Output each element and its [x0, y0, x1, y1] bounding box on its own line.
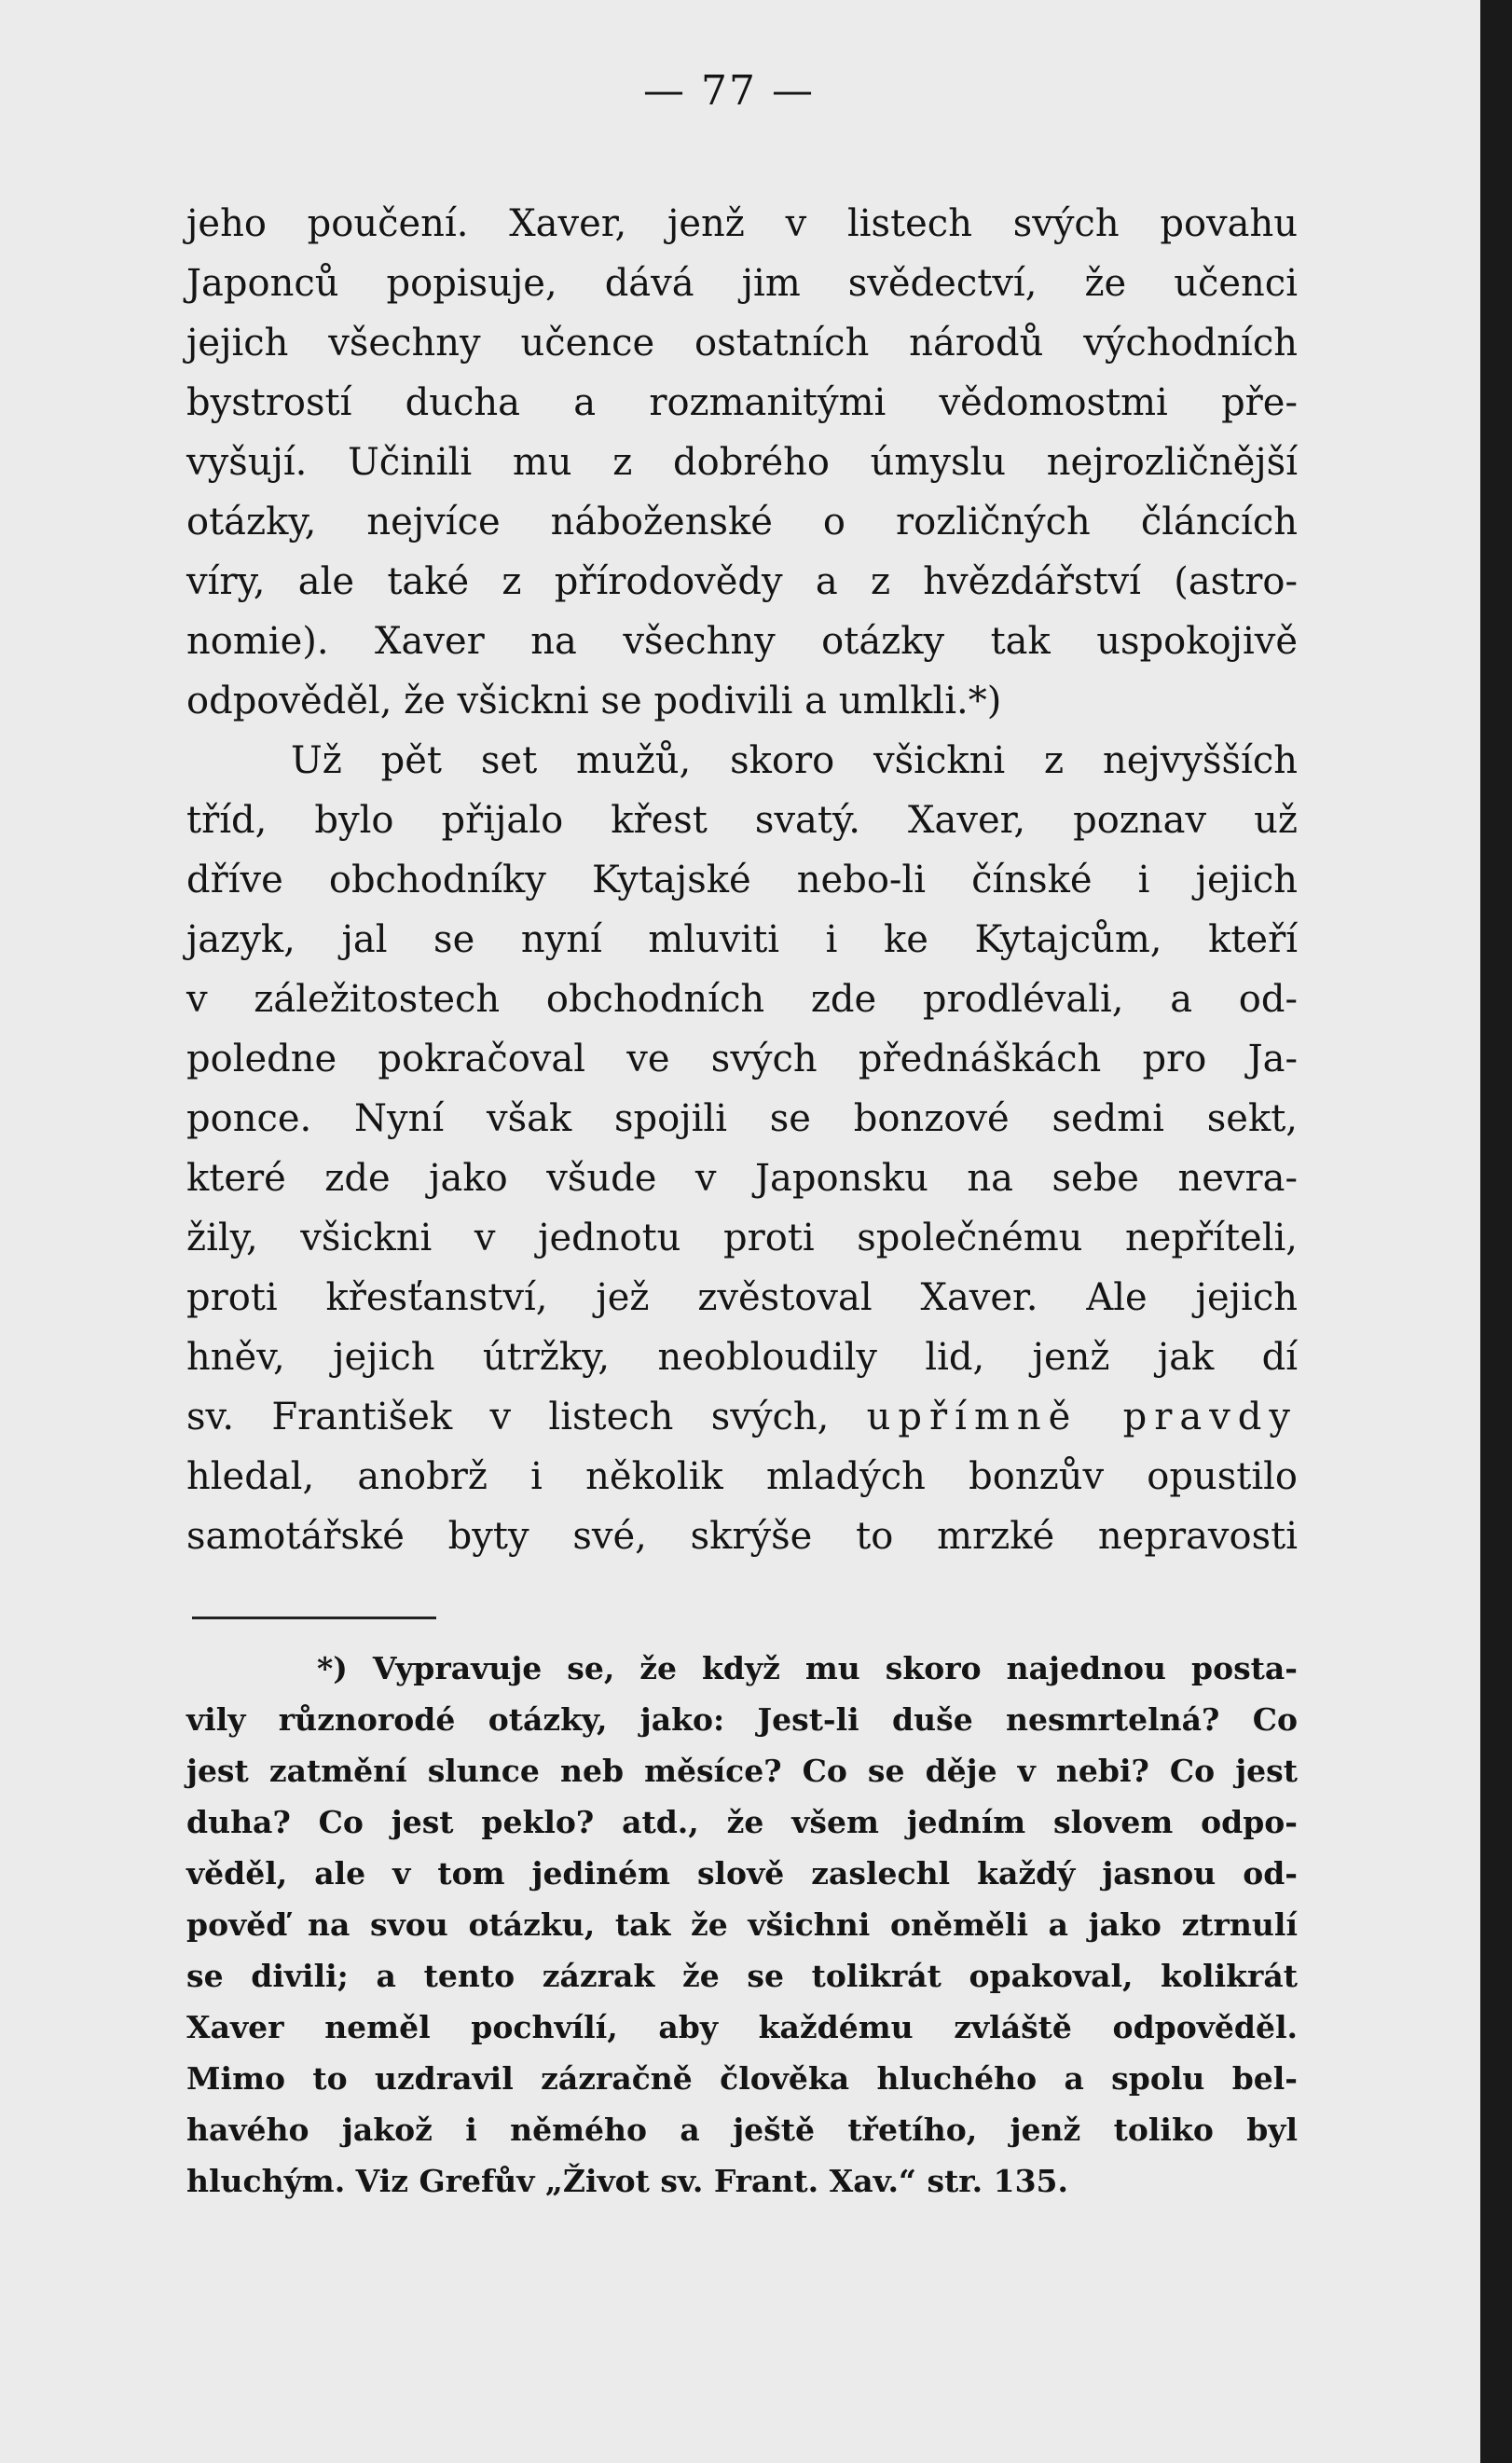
footnote [186, 1643, 1298, 2207]
text-line: bystrostí ducha a rozmanitými vědomostmi pře- [186, 381, 1298, 424]
footnote-line: vily různorodé otázky, jako: Jest-li duše nesmrtelná? Co [186, 1701, 1298, 1738]
text-line: které zde jako všude v Japonsku na sebe nevra- [186, 1157, 1298, 1200]
text-line: žily, všickni v jednotu proti společnému nepříteli, [186, 1217, 1298, 1259]
footnote-line: Mimo to uzdravil zázračně člověka hluchého a spolu bel- [186, 2060, 1298, 2097]
footnote-line: pověď na svou otázku, tak že všichni oněměli a jako ztrnulí [186, 1906, 1298, 1943]
main-text [186, 194, 1298, 1566]
text-line: jazyk, jal se nyní mluviti i ke Kytajcům, kteří [186, 918, 1298, 961]
text-line: jeho poučení. Xaver, jenž v listech svých povahu [186, 202, 1298, 245]
text-line: tříd, bylo přijalo křest svatý. Xaver, poznav už [186, 799, 1298, 842]
footnote-line: duha? Co jest peklo? atd., že všem jedním slovem odpo- [186, 1804, 1298, 1840]
text-line: otázky, nejvíce náboženské o rozličných článcích [186, 501, 1298, 544]
footnote-line: Xaver neměl pochvílí, aby každému zvláště odpověděl. [186, 2009, 1298, 2045]
text-line: víry, ale také z přírodovědy a z hvězdářství (astro- [186, 560, 1298, 603]
spaced-emphasis: upřímně pravdy [866, 1396, 1299, 1438]
text-line: vyšují. Učinili mu z dobrého úmyslu nejrozličnější [186, 441, 1298, 484]
text-line: jejich všechny učence ostatních národů východních [186, 322, 1298, 365]
footnote-line: se divili; a tento zázrak že se tolikrát opakoval, kolikrát [186, 1958, 1298, 1994]
text-line: nomie). Xaver na všechny otázky tak uspokojivě [186, 620, 1298, 663]
text-line: hněv, jejich útržky, neobloudily lid, jenž jak dí [186, 1336, 1298, 1379]
text-line: proti křesťanství, jež zvěstoval Xaver. Ale jejich [186, 1276, 1298, 1319]
paragraph-start-line: Už pět set mužů, skoro všickni z nejvyšších [291, 739, 1298, 782]
text-line: ponce. Nyní však spojili se bonzové sedmi sekt, [186, 1097, 1298, 1140]
footnote-line: havého jakož i němého a ještě třetího, jenž toliko byl [186, 2112, 1298, 2148]
footnote-line: věděl, ale v tom jediném slově zaslechl každý jasnou od- [186, 1855, 1298, 1892]
footnote-line: *) Vypravuje se, že když mu skoro najednou posta- [317, 1650, 1298, 1686]
line-text: sv. František v listech svých, [186, 1396, 867, 1438]
text-line: dříve obchodníky Kytajské nebo-li čínské i jejich [186, 859, 1298, 901]
text-line: hledal, anobrž i několik mladých bonzův opustilo [186, 1455, 1298, 1498]
footnote-line: hluchým. Viz Grefův „Život sv. Frant. Xav.“ str. 135. [186, 2163, 1068, 2199]
footnote-divider [192, 1617, 436, 1619]
text-line: Japonců popisuje, dává jim svědectví, že učenci [186, 262, 1298, 305]
text-line: odpověděl, že všickni se podivili a umlkli.*) [186, 680, 1002, 722]
page-number: — 77 — [643, 67, 815, 115]
footnote-line: jest zatmění slunce neb měsíce? Co se děje v nebi? Co jest [186, 1753, 1298, 1789]
text-line: v záležitostech obchodních zde prodlévali, a od- [186, 978, 1298, 1021]
text-line: poledne pokračoval ve svých přednáškách pro Ja- [186, 1038, 1298, 1080]
text-line-emphasis [186, 1387, 1298, 1447]
text-line: samotářské byty své, skrýše to mrzké nepravosti [186, 1515, 1298, 1558]
